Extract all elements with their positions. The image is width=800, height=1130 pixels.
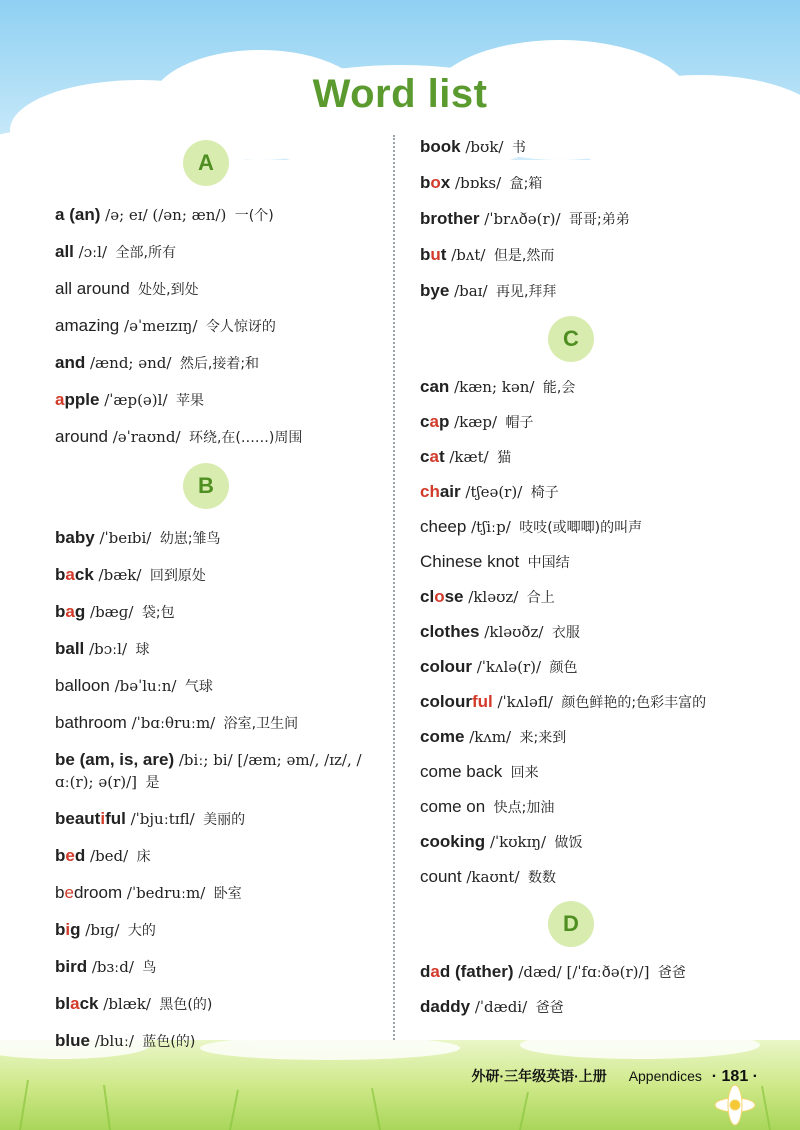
- word-entry: [55, 527, 395, 550]
- chinese-meaning: 做饭: [550, 835, 583, 851]
- chinese-meaning: 书: [507, 140, 526, 156]
- phonetic: /blæk/: [98, 995, 151, 1013]
- page-title: Word list: [0, 68, 800, 121]
- chinese-meaning: 球: [131, 642, 150, 658]
- chinese-meaning: 美丽的: [198, 812, 246, 828]
- word-part: ,: [109, 750, 120, 769]
- phonetic: /ˈdædi/: [470, 998, 528, 1016]
- headword: [420, 832, 485, 851]
- word-part: b: [55, 846, 66, 865]
- chinese-meaning: 颜色鲜艳的;色彩丰富的: [556, 695, 707, 711]
- chinese-meaning: 全部,所有: [111, 245, 176, 261]
- section-letter-a: A: [183, 140, 229, 186]
- headword: [420, 377, 449, 396]
- chinese-meaning: 衣服: [547, 625, 580, 641]
- chinese-meaning: 袋;包: [137, 605, 175, 621]
- phonetic: /baɪ/: [449, 282, 488, 300]
- word-part: beaut: [55, 809, 101, 828]
- word-part: x: [440, 173, 451, 192]
- phonetic: /biː; bi/ [/æm; əm/, /ɪz/, /ɑː(r); ə(r)/]: [55, 751, 362, 791]
- phonetic: /kæp/: [449, 413, 497, 431]
- word-part: (: [74, 750, 86, 769]
- headword: [420, 137, 461, 156]
- word-part: and: [55, 353, 86, 372]
- chinese-meaning: 数数: [523, 870, 556, 886]
- word-entry: [55, 426, 395, 449]
- word-part: blue: [55, 1031, 90, 1050]
- word-part: g: [74, 602, 86, 621]
- phonetic: /kaʊnt/: [461, 868, 520, 886]
- headword: [420, 209, 480, 228]
- chinese-meaning: 快点;加油: [489, 800, 555, 816]
- word-entry: [420, 586, 750, 609]
- headword: [55, 750, 174, 769]
- chinese-meaning: 卧室: [209, 886, 242, 902]
- phonetic: /ˈbjuːtɪfl/: [125, 810, 195, 828]
- word-part: t: [440, 245, 447, 264]
- headword: [420, 762, 502, 781]
- page-footer: [471, 1066, 758, 1086]
- headword: [55, 242, 74, 261]
- word-part: cl: [420, 587, 435, 606]
- phonetic: /bluː/: [89, 1032, 134, 1050]
- headword: [55, 920, 81, 939]
- word-part: book: [420, 137, 461, 156]
- word-part: pple: [64, 390, 100, 409]
- word-entry: [420, 691, 750, 714]
- left-column: [55, 140, 395, 1067]
- phonetic: /ə; eɪ/ (/ən; æn/): [100, 206, 227, 224]
- word-entry: [55, 919, 395, 942]
- word-entry: [420, 656, 750, 679]
- chinese-meaning: 气球: [180, 679, 213, 695]
- phonetic: /dæd/ [/ˈfɑːðə(r)/]: [513, 963, 650, 981]
- section-letter-c: C: [548, 316, 594, 362]
- word-entry: [55, 601, 395, 624]
- word-part: b: [55, 565, 66, 584]
- chinese-meaning: 然后,接着;和: [175, 356, 260, 372]
- word-part: d: [74, 846, 86, 865]
- word-entry: [420, 411, 750, 434]
- phonetic: /əˈraʊnd/: [107, 428, 181, 446]
- word-part: brother: [420, 209, 480, 228]
- headword: [420, 517, 466, 536]
- word-entry: [55, 1030, 395, 1053]
- word-entry: [420, 516, 750, 539]
- highlighted-letters: u: [430, 245, 441, 264]
- headword: [420, 552, 519, 571]
- headword: [420, 727, 464, 746]
- chinese-meaning: 爸爸: [653, 965, 686, 981]
- word-part: can: [420, 377, 450, 396]
- word-part: ful: [105, 809, 126, 828]
- headword: [420, 622, 480, 641]
- highlighted-letters: a: [55, 390, 65, 409]
- phonetic: /bɪɡ/: [80, 921, 120, 939]
- chinese-meaning: 哥哥;弟弟: [564, 212, 630, 228]
- word-entry: [420, 761, 750, 784]
- word-part: cheep: [420, 517, 467, 536]
- chinese-meaning: 来;来到: [515, 730, 567, 746]
- chinese-meaning: 但是,然而: [489, 248, 555, 264]
- word-part: ): [94, 205, 101, 224]
- word-part: an: [74, 205, 95, 224]
- word-entry: [420, 244, 750, 267]
- headword: [420, 587, 464, 606]
- word-part: bl: [55, 994, 71, 1013]
- word-part: come back: [420, 762, 503, 781]
- headword: [55, 205, 100, 224]
- phonetic: /tʃiːp/: [466, 518, 511, 536]
- word-part: all around: [55, 279, 130, 298]
- word-part: colour: [420, 657, 472, 676]
- headword: [420, 657, 472, 676]
- phonetic: /bəˈluːn/: [109, 677, 177, 695]
- word-entry: [55, 278, 395, 301]
- highlighted-letters: a: [429, 447, 439, 466]
- chinese-meaning: 令人惊讶的: [201, 319, 276, 335]
- phonetic: /kləʊðz/: [479, 623, 544, 641]
- word-part: (: [450, 962, 461, 981]
- headword: [55, 1031, 90, 1050]
- highlighted-letters: ful: [471, 692, 493, 711]
- word-entry: [55, 845, 395, 868]
- word-part: c: [420, 447, 430, 466]
- word-part: is: [119, 750, 134, 769]
- word-entry: [420, 551, 750, 574]
- word-entry: [420, 796, 750, 819]
- word-part: daddy: [420, 997, 471, 1016]
- headword: [55, 316, 119, 335]
- word-part: ,: [133, 750, 143, 769]
- highlighted-letters: o: [430, 173, 441, 192]
- word-entry: [55, 675, 395, 698]
- phonetic: /ɔːl/: [73, 243, 108, 261]
- book-title: 外研·三年级英语·上册: [471, 1068, 607, 1084]
- headword: [55, 279, 130, 298]
- headword: [420, 962, 514, 981]
- word-part: b: [420, 173, 431, 192]
- section-letter-b: B: [183, 463, 229, 509]
- highlighted-letters: e: [64, 883, 74, 902]
- highlighted-letters: a: [429, 412, 439, 431]
- headword: [420, 173, 450, 192]
- headword: [55, 676, 110, 695]
- word-entry: [420, 996, 750, 1019]
- phonetic: /ˈæp(ə)l/: [99, 391, 168, 409]
- word-entry: [55, 882, 395, 905]
- word-part: ): [507, 962, 514, 981]
- highlighted-letters: a: [65, 565, 75, 584]
- right-column: [420, 136, 750, 1031]
- phonetic: /bɔːl/: [84, 640, 128, 658]
- headword: [420, 867, 462, 886]
- phonetic: /ˈbrʌðə(r)/: [479, 210, 561, 228]
- headword: [55, 639, 84, 658]
- word-part: ball: [55, 639, 85, 658]
- word-part: amazing: [55, 316, 120, 335]
- headword: [420, 412, 449, 431]
- headword: [55, 809, 126, 828]
- word-entry: [420, 961, 750, 984]
- headword: [420, 245, 446, 264]
- word-part: b: [55, 883, 65, 902]
- phonetic: /bæɡ/: [85, 603, 134, 621]
- chinese-meaning: 苹果: [171, 393, 204, 409]
- word-entry: [55, 712, 395, 735]
- phonetic: /kæn; kən/: [449, 378, 535, 396]
- phonetic: /ˈkʌlə(r)/: [471, 658, 542, 676]
- chinese-meaning: 处处,到处: [133, 282, 199, 298]
- word-part: be: [55, 750, 75, 769]
- word-entry: [420, 481, 750, 504]
- phonetic: /kləʊz/: [463, 588, 519, 606]
- highlighted-letters: i: [100, 809, 106, 828]
- word-entry: [420, 280, 750, 303]
- word-part: p: [438, 412, 450, 431]
- word-part: d: [439, 962, 451, 981]
- word-part: bathroom: [55, 713, 127, 732]
- highlighted-letters: a: [65, 602, 75, 621]
- word-part: balloon: [55, 676, 110, 695]
- headword: [55, 957, 87, 976]
- chinese-meaning: 中国结: [523, 555, 570, 571]
- headword: [420, 447, 445, 466]
- word-part: t: [438, 447, 445, 466]
- chinese-meaning: 椅子: [526, 485, 559, 501]
- headword: [420, 797, 485, 816]
- chinese-meaning: 帽子: [501, 415, 534, 431]
- phonetic: /əˈmeɪzɪŋ/: [119, 317, 198, 335]
- word-part: bye: [420, 281, 450, 300]
- word-part: ck: [74, 565, 94, 584]
- chinese-meaning: 幼崽;雏鸟: [155, 531, 221, 547]
- word-entry: [55, 808, 395, 831]
- chinese-meaning: 盒;箱: [505, 176, 543, 192]
- word-part: (: [64, 205, 75, 224]
- word-part: ck: [79, 994, 99, 1013]
- word-part: come: [420, 727, 465, 746]
- word-entry: [420, 866, 750, 889]
- word-part: colour: [420, 692, 472, 711]
- headword: [420, 482, 461, 501]
- word-entry: [55, 315, 395, 338]
- word-entry: [420, 446, 750, 469]
- phonetic: /kʌm/: [464, 728, 512, 746]
- section-letter-d: D: [548, 901, 594, 947]
- word-part: b: [55, 920, 66, 939]
- headword: [420, 997, 470, 1016]
- word-part: a: [55, 205, 65, 224]
- chinese-meaning: 鸟: [137, 960, 157, 976]
- phonetic: /ˈbɑːθruːm/: [126, 714, 216, 732]
- chinese-meaning: 颜色: [545, 660, 578, 676]
- chinese-meaning: 黑色(的): [154, 997, 213, 1013]
- word-entry: [55, 638, 395, 661]
- word-entry: [55, 993, 395, 1016]
- chinese-meaning: 再见,拜拜: [491, 284, 557, 300]
- word-part: b: [420, 245, 431, 264]
- chinese-meaning: 吱吱(或唧唧)的叫声: [514, 520, 643, 536]
- phonetic: /ˈkʌləfl/: [492, 693, 553, 711]
- highlighted-letters: e: [65, 846, 75, 865]
- headword: [55, 713, 127, 732]
- chinese-meaning: 蓝色(的): [137, 1034, 196, 1050]
- word-entry: [55, 241, 395, 264]
- word-part: cooking: [420, 832, 486, 851]
- phonetic: /bɜːd/: [87, 958, 134, 976]
- word-part: father: [460, 962, 508, 981]
- word-part: around: [55, 427, 108, 446]
- chinese-meaning: 浴室,卫生间: [219, 716, 299, 732]
- word-entry: [420, 376, 750, 399]
- word-entry: [420, 726, 750, 749]
- chinese-meaning: 能,会: [538, 380, 576, 396]
- word-part: come on: [420, 797, 486, 816]
- word-part: c: [420, 412, 430, 431]
- word-entry: [55, 564, 395, 587]
- word-entry: [420, 172, 750, 195]
- chinese-meaning: 环绕,在(……)周围: [184, 430, 303, 446]
- highlighted-letters: a: [70, 994, 80, 1013]
- word-part: ): [168, 750, 175, 769]
- chinese-meaning: 床: [132, 849, 151, 865]
- word-part: clothes: [420, 622, 480, 641]
- chinese-meaning: 爸爸: [531, 1000, 564, 1016]
- chinese-meaning: 回来: [506, 765, 539, 781]
- chinese-meaning: 猫: [492, 450, 512, 466]
- word-part: b: [55, 602, 66, 621]
- word-entry: [420, 621, 750, 644]
- word-entry: [420, 831, 750, 854]
- chinese-meaning: 大的: [123, 923, 156, 939]
- headword: [55, 846, 85, 865]
- phonetic: /ˈbeɪbi/: [94, 529, 152, 547]
- word-part: are: [142, 750, 169, 769]
- chinese-meaning: 一(个): [230, 208, 274, 224]
- word-part: count: [420, 867, 462, 886]
- chinese-meaning: 合上: [522, 590, 555, 606]
- word-entry: [55, 204, 395, 227]
- word-part: d: [420, 962, 431, 981]
- chinese-meaning: 是: [141, 775, 160, 791]
- word-part: droom: [73, 883, 123, 902]
- chinese-meaning: 回到原处: [145, 568, 206, 584]
- phonetic: /bed/: [85, 847, 129, 865]
- phonetic: /tʃeə(r)/: [460, 483, 523, 501]
- phonetic: /bɒks/: [450, 174, 502, 192]
- highlighted-letters: ch: [420, 482, 440, 501]
- headword: [55, 390, 99, 409]
- word-entry: [55, 352, 395, 375]
- word-part: se: [444, 587, 464, 606]
- phonetic: /bʊk/: [460, 138, 504, 156]
- phonetic: /ænd; ənd/: [85, 354, 172, 372]
- phonetic: /ˈkʊkɪŋ/: [485, 833, 547, 851]
- highlighted-letters: i: [65, 920, 71, 939]
- phonetic: /kæt/: [444, 448, 489, 466]
- headword: [420, 281, 449, 300]
- headword: [420, 692, 493, 711]
- word-part: air: [439, 482, 461, 501]
- word-entry: [55, 749, 395, 794]
- headword: [55, 427, 108, 446]
- phonetic: /bæk/: [93, 566, 142, 584]
- headword: [55, 353, 85, 372]
- headword: [55, 565, 94, 584]
- word-part: g: [70, 920, 81, 939]
- phonetic: /ˈbedruːm/: [122, 884, 206, 902]
- headword: [55, 602, 85, 621]
- word-part: bird: [55, 957, 88, 976]
- word-part: all: [55, 242, 74, 261]
- word-entry: [55, 389, 395, 412]
- word-part: Chinese knot: [420, 552, 520, 571]
- page-number: · 181 ·: [711, 1068, 758, 1085]
- word-entry: [420, 136, 750, 159]
- word-part: am: [85, 750, 110, 769]
- appendix-label: Appendices: [628, 1068, 702, 1084]
- word-part: baby: [55, 528, 95, 547]
- highlighted-letters: a: [430, 962, 440, 981]
- word-entry: [55, 956, 395, 979]
- phonetic: /bʌt/: [446, 246, 486, 264]
- highlighted-letters: o: [434, 587, 445, 606]
- headword: [55, 883, 122, 902]
- word-entry: [420, 208, 750, 231]
- headword: [55, 528, 95, 547]
- headword: [55, 994, 99, 1013]
